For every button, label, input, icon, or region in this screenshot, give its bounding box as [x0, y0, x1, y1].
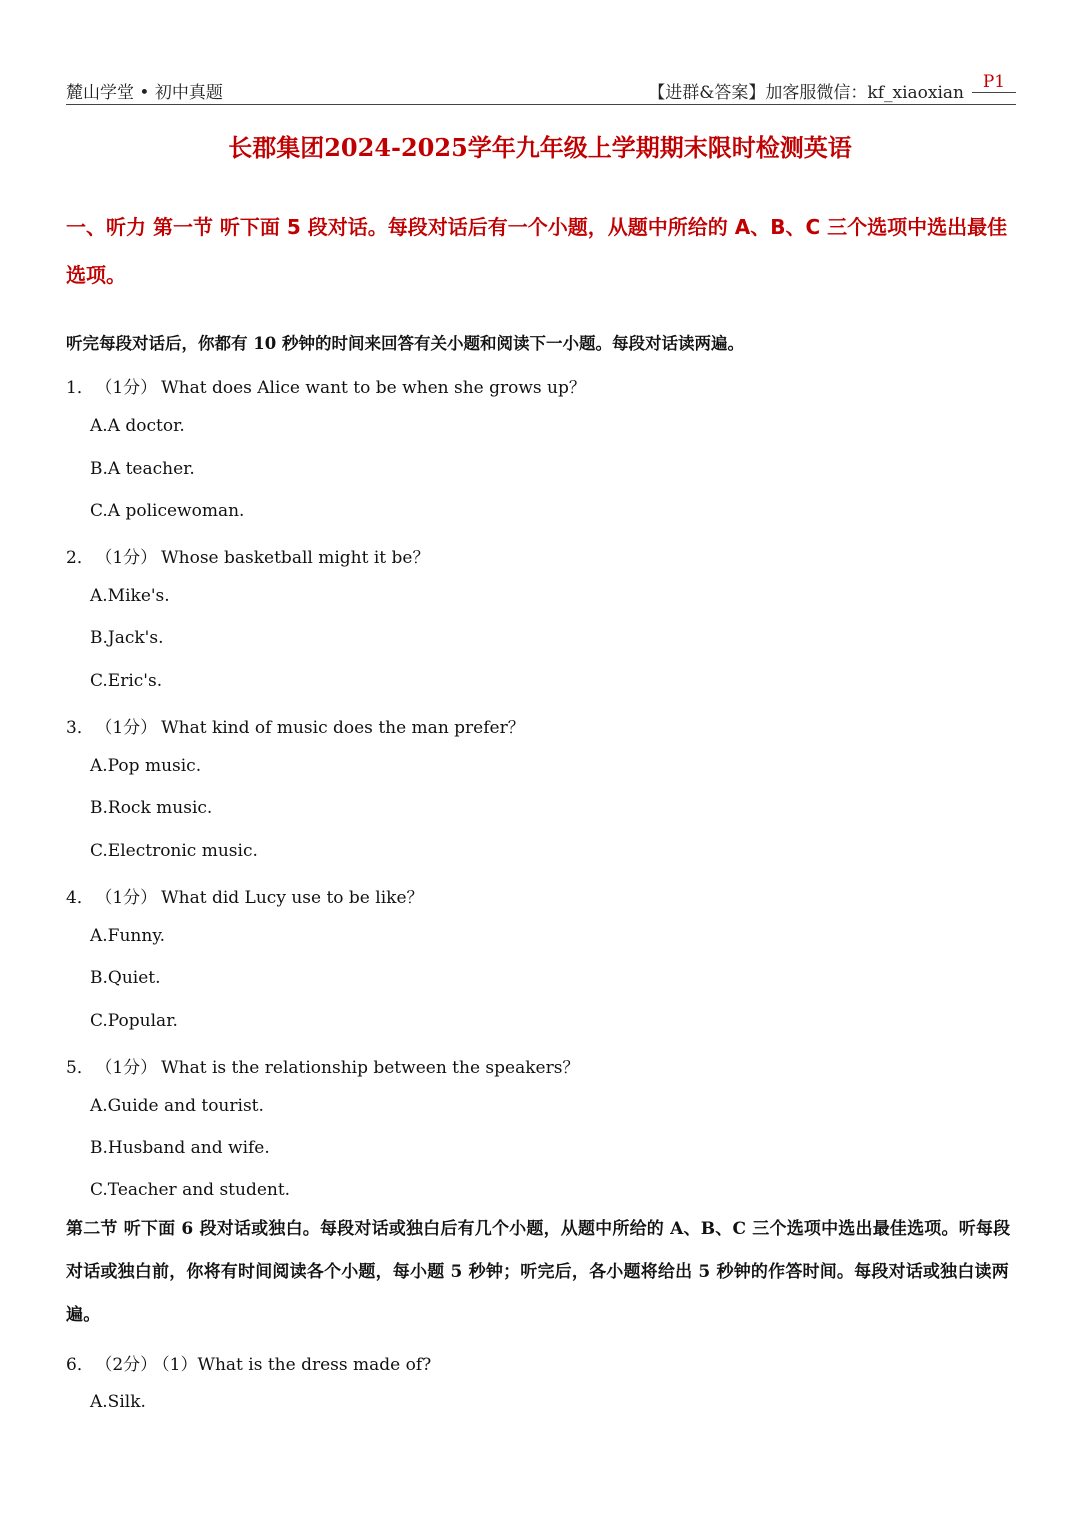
question-number: 6． — [66, 1355, 94, 1375]
page-number: P1 — [972, 72, 1016, 93]
section-2-instruction: 第二节 听下面 6 段对话或独白。每段对话或独白后有几个小题，从题中所给的 A、B、C 三个选项中选出最佳选项。听每段对话或独白前，你将有时间阅读各个小题，每小题 5 秒钟；听完后，各小题将给出 5 秒钟的作答时间。每段对话或独白读两遍。 — [66, 1219, 1011, 1325]
question-score: （2分） — [103, 1355, 158, 1375]
question-text: What does Alice want to be when she grows up？ — [161, 378, 586, 398]
question-text: （1）What is the dress made of? — [161, 1355, 432, 1375]
question-score: （1分） — [103, 888, 158, 908]
section-1-heading: 一、听力 第一节 听下面 5 段对话。每段对话后有一个小题，从题中所给的 A、B、C 三个选项中选出最佳选项。 — [66, 215, 1008, 287]
question-5-option-c: C.Teacher and student. — [90, 1180, 291, 1200]
question-number: 2． — [66, 548, 94, 568]
question-score: （1分） — [103, 548, 158, 568]
question-score: （1分） — [103, 1058, 158, 1078]
question-4-option-c: C.Popular. — [90, 1011, 178, 1031]
question-5 — [66, 1053, 579, 1078]
question-number: 5． — [66, 1058, 94, 1078]
question-3 — [66, 713, 525, 738]
question-1 — [66, 373, 586, 398]
question-2-option-a: A.Mike's. — [90, 586, 170, 606]
question-2 — [66, 543, 429, 568]
document-title: 长郡集团2024-2025学年九年级上学期期末限时检测英语 — [228, 133, 852, 162]
question-3-option-b: B.Rock music. — [90, 798, 213, 818]
question-1-option-a: A.A doctor. — [90, 416, 185, 436]
section-1-instruction: 听完每段对话后，你都有 10 秒钟的时间来回答有关小题和阅读下一小题。每段对话读两遍。 — [66, 334, 744, 353]
question-text: Whose basketball might it be？ — [161, 548, 430, 568]
question-4 — [66, 883, 424, 908]
question-6-option-a: A.Silk. — [90, 1392, 146, 1412]
question-text: What did Lucy use to be like？ — [161, 888, 424, 908]
question-score: （1分） — [103, 718, 158, 738]
question-number: 1． — [66, 378, 94, 398]
question-4-option-a: A.Funny. — [90, 926, 166, 946]
question-6 — [66, 1350, 431, 1375]
page-header — [66, 72, 1016, 105]
question-5-option-b: B.Husband and wife. — [90, 1138, 270, 1158]
question-3-option-c: C.Electronic music. — [90, 841, 258, 861]
header-brand: 麓山学堂 • 初中真题 — [66, 83, 223, 103]
question-number: 4． — [66, 888, 94, 908]
question-2-option-c: C.Eric's. — [90, 671, 163, 691]
question-1-option-c: C.A policewoman. — [90, 501, 245, 521]
question-number: 3． — [66, 718, 94, 738]
question-2-option-b: B.Jack's. — [90, 628, 164, 648]
question-3-option-a: A.Pop music. — [90, 756, 202, 776]
question-1-option-b: B.A teacher. — [90, 459, 195, 479]
question-4-option-b: B.Quiet. — [90, 968, 161, 988]
header-contact: 【进群&答案】加客服微信：kf_xiaoxian — [648, 83, 964, 103]
question-text: What is the relationship between the speakers？ — [161, 1058, 580, 1078]
question-score: （1分） — [103, 378, 158, 398]
question-5-option-a: A.Guide and tourist. — [90, 1096, 264, 1116]
question-text: What kind of music does the man prefer？ — [161, 718, 525, 738]
